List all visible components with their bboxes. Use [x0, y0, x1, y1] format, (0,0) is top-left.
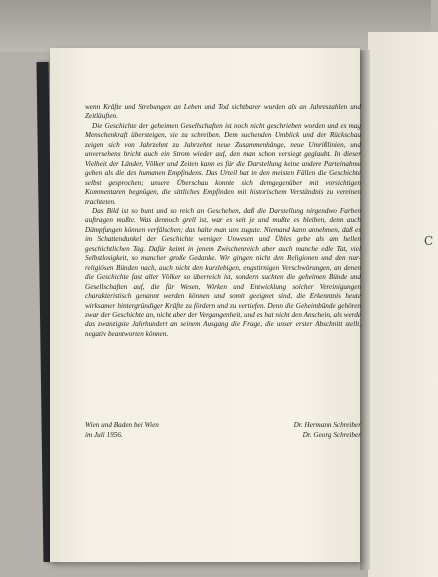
signature-block — [85, 421, 361, 455]
authors — [294, 421, 361, 440]
place-line: Wien und Baden bei Wien — [85, 421, 159, 429]
book-page — [50, 48, 360, 562]
facing-page-glyph: C — [424, 234, 434, 248]
paragraph-2: Die Geschichte der geheimen Gesellschaften ist noch nicht geschrieben worden und es mag Menschenkraft übersteigen, sie zu schreiben. Dem suchenden Umblick und der Rückschau zeigen sich von Jahrzehnt zu Jahrzehnt neue Zusammenhänge, neue Umrißlinien, und unversehens bricht auch ein Strom wieder auf, den man schon versiegt geglaubt. In dieser Vielheit der Länder, Völker und Zeiten kann es für die Darstellung keine andere Parteinahme geben als die des humanen Empfindens. Das Urteil hat in den meisten Fällen die Geschichte selbst gesprochen; unsere Überschau konnte sich demgegenüber mit vorsichtigen Kommentaren begnügen, die sittliches Empfinden mit historischem Verständnis zu vereinen trachteten. — [85, 121, 361, 206]
paragraph-3: Das Bild ist so bunt und so reich an Geschehen, daß die Darstellung nirgendwo Farben auftragen mußte. Was dennoch grell ist, war es seit je und mußte es bleiben, denn auch Dämpfungen können verfälschen; das halte man uns zugute. Niemand kann annehmen, daß es im Schattendunkel der Geschichte weniger Unwesen und Übles gebe als am hellen geschichtlichen Tag. Dafür keimt in jenem Zwischenreich aber auch manche edle Tat, viel Selbstlosigkeit, so mancher große Gedanke. Wir gingen nicht den Religionen und den nur-religiösen Bünden nach, auch nicht den kurzlebigen, engstirnigen Verschwörungen, an denen die Geschichte fast aller Völker so überreich ist, sondern suchten die geheimen Bünde und Gesellschaften auf, die für Wesen, Wirken und Entwicklung solcher Vereinigungen charakteristisch genannt werden können und somit geeignet sind, die Erkenntnis heute wirksamer hintergründiger Kräfte zu fördern und zu vertiefen. Denn die Geheimbünde gehören zwar der Geschichte an, nicht aber der Vergangenheit, und es hat nicht den Anschein, als werde das zwanzigste Jahrhundert an seinem Ausgang die Frage, die unser erster Abschnitt stellt, negativ beantworten können. — [85, 206, 362, 338]
place-date — [85, 421, 159, 440]
paragraph-1: wenn Kräfte und Strebungen an Leben und Tod sichtbarer wurden als an Jahreszahlen und Zeitläuften. — [85, 103, 361, 121]
facing-page — [368, 32, 438, 577]
author-hermann: Dr. Hermann Schreiber — [293, 421, 361, 429]
date-line: im Juli 1956. — [85, 430, 123, 439]
page-text — [85, 103, 361, 339]
author-georg: Dr. Georg Schreiber — [302, 430, 361, 439]
background-wall — [0, 0, 431, 52]
page-gutter — [360, 50, 370, 570]
